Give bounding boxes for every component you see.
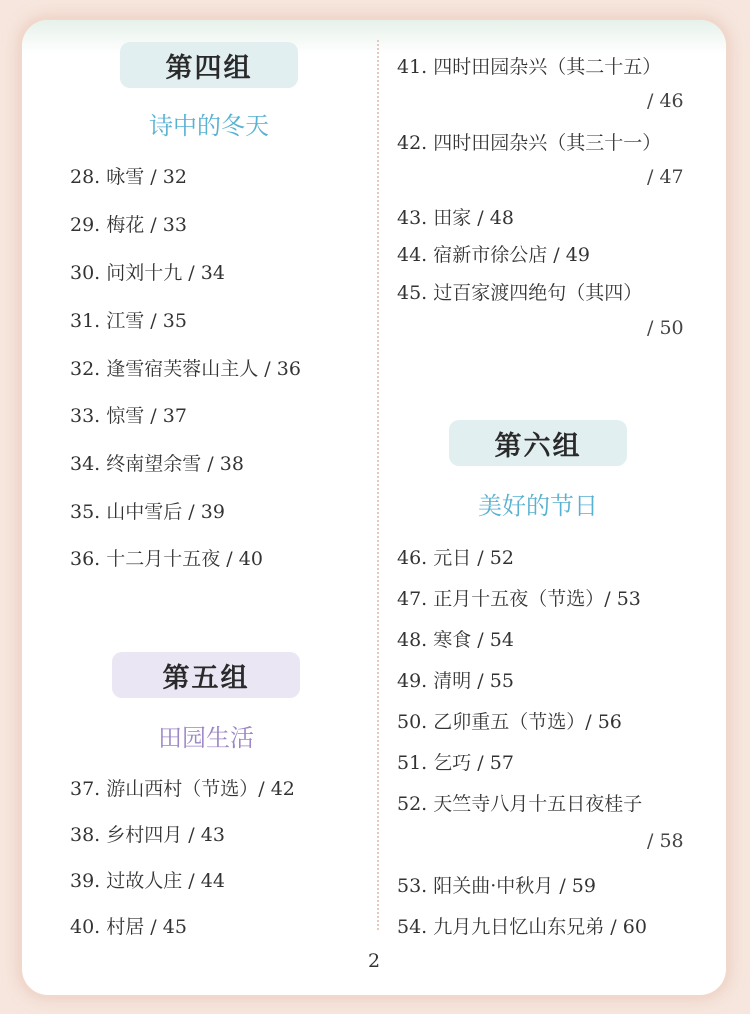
group-6-heading: 第六组: [449, 420, 627, 466]
group-6-theme: 美好的节日: [478, 492, 598, 520]
toc-entry-40[interactable]: 40. 村居 / 45: [70, 916, 187, 938]
toc-page: [22, 20, 726, 995]
toc-entry-51[interactable]: 51. 乞巧 / 57: [397, 752, 514, 774]
toc-entry-45-page[interactable]: / 50: [647, 317, 684, 339]
toc-entry-35[interactable]: 35. 山中雪后 / 39: [70, 501, 225, 523]
toc-entry-39[interactable]: 39. 过故人庄 / 44: [70, 870, 225, 892]
toc-entry-34[interactable]: 34. 终南望余雪 / 38: [70, 453, 244, 475]
toc-entry-42[interactable]: 42. 四时田园杂兴（其三十一）: [397, 132, 662, 154]
toc-entry-50[interactable]: 50. 乙卯重五（节选）/ 56: [397, 711, 622, 733]
page-number: 2: [367, 950, 381, 972]
toc-entry-42-page[interactable]: / 47: [647, 166, 684, 188]
toc-entry-47[interactable]: 47. 正月十五夜（节选）/ 53: [397, 588, 641, 610]
toc-entry-30[interactable]: 30. 问刘十九 / 34: [70, 262, 225, 284]
toc-entry-29[interactable]: 29. 梅花 / 33: [70, 214, 187, 236]
toc-entry-44[interactable]: 44. 宿新市徐公店 / 49: [397, 244, 590, 266]
toc-entry-53[interactable]: 53. 阳关曲·中秋月 / 59: [397, 875, 596, 897]
toc-entry-33[interactable]: 33. 惊雪 / 37: [70, 405, 187, 427]
group-5-heading: 第五组: [112, 652, 300, 698]
toc-entry-52-page[interactable]: / 58: [647, 830, 684, 852]
group-4-theme: 诗中的冬天: [149, 112, 269, 140]
toc-entry-32[interactable]: 32. 逢雪宿芙蓉山主人 / 36: [70, 358, 301, 380]
toc-entry-31[interactable]: 31. 江雪 / 35: [70, 310, 187, 332]
toc-entry-41-page[interactable]: / 46: [647, 90, 684, 112]
toc-entry-48[interactable]: 48. 寒食 / 54: [397, 629, 514, 651]
toc-entry-28[interactable]: 28. 咏雪 / 32: [70, 166, 187, 188]
column-divider: [377, 40, 379, 930]
group-5-theme: 田园生活: [158, 724, 254, 752]
toc-entry-37[interactable]: 37. 游山西村（节选）/ 42: [70, 778, 295, 800]
toc-entry-49[interactable]: 49. 清明 / 55: [397, 670, 514, 692]
toc-entry-52[interactable]: 52. 天竺寺八月十五日夜桂子: [397, 793, 643, 815]
toc-entry-36[interactable]: 36. 十二月十五夜 / 40: [70, 548, 263, 570]
group-4-heading: 第四组: [120, 42, 298, 88]
toc-entry-41[interactable]: 41. 四时田园杂兴（其二十五）: [397, 56, 662, 78]
toc-entry-43[interactable]: 43. 田家 / 48: [397, 207, 514, 229]
toc-entry-45[interactable]: 45. 过百家渡四绝句（其四）: [397, 282, 643, 304]
toc-entry-38[interactable]: 38. 乡村四月 / 43: [70, 824, 225, 846]
toc-entry-54[interactable]: 54. 九月九日忆山东兄弟 / 60: [397, 916, 647, 938]
toc-entry-46[interactable]: 46. 元日 / 52: [397, 547, 514, 569]
